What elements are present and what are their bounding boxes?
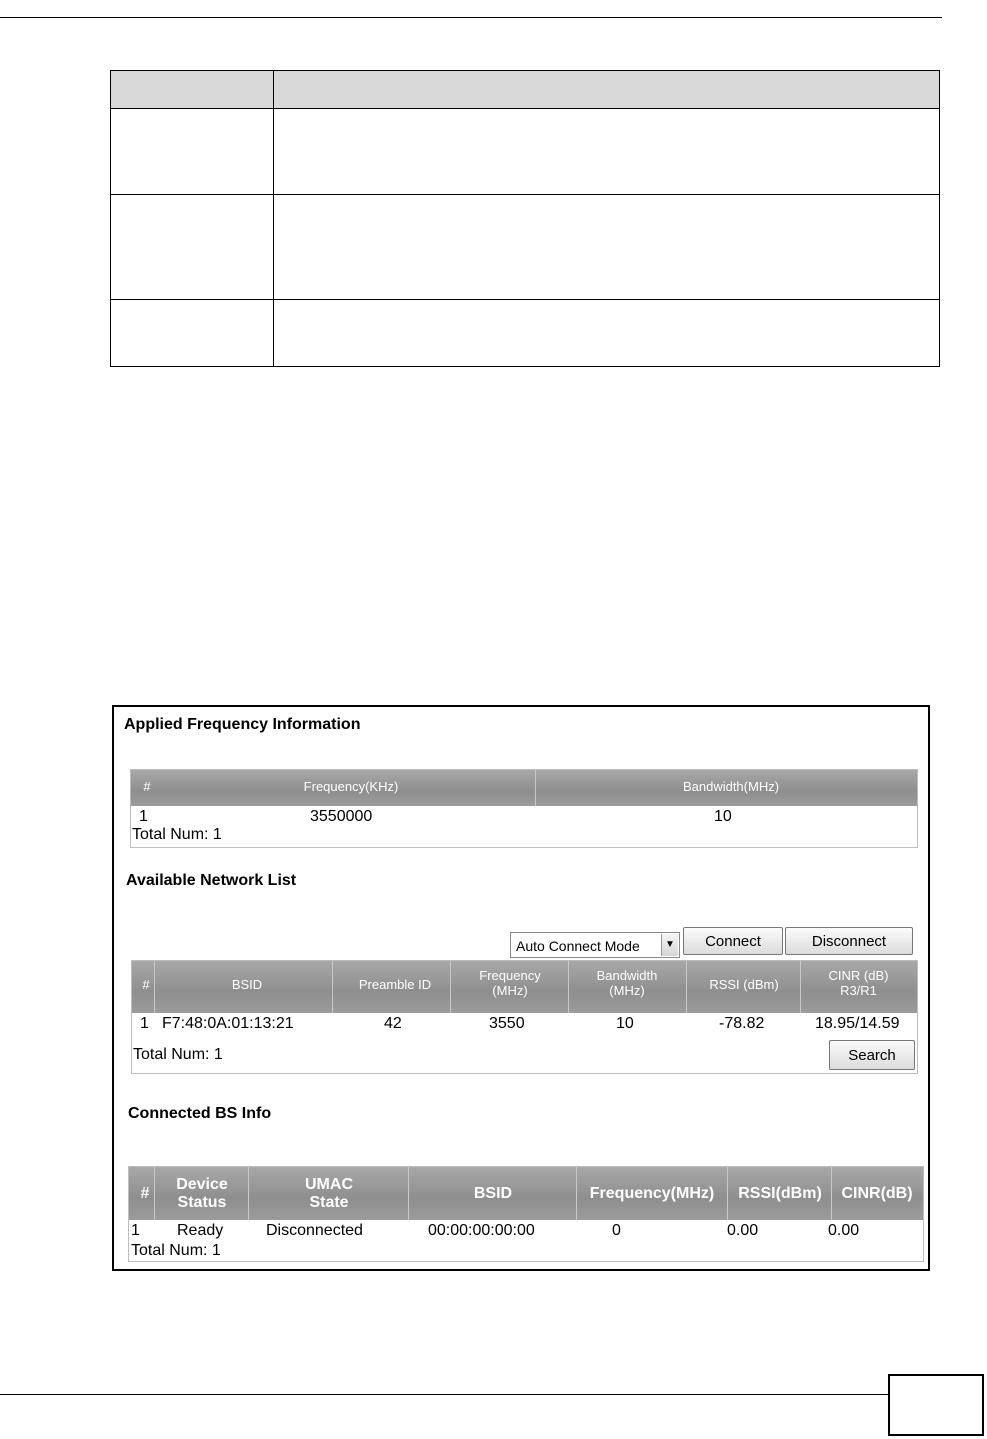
cell-frequency: 3550000: [310, 808, 373, 825]
col-header-number: #: [143, 779, 151, 794]
top-rule: [0, 17, 942, 18]
wimax-status-screenshot: [112, 705, 930, 1271]
connected-bs-table: [128, 1166, 924, 1262]
col-header-rssi: RSSI(dBm): [738, 1185, 822, 1202]
applied-frequency-title: Applied Frequency Information: [124, 716, 361, 733]
cell-cinr: 18.95/14.59: [815, 1015, 900, 1032]
table-row: [111, 195, 940, 300]
cell-cinr: 0.00: [828, 1222, 860, 1239]
col-header-bandwidth: Bandwidth(MHz): [682, 779, 780, 794]
col-header-cinr: CINR (dB) R3/R1: [828, 968, 889, 998]
col-header-rssi: RSSI (dBm): [709, 977, 779, 992]
page-number-box: [888, 1374, 984, 1436]
cell-umac-state: Disconnected: [266, 1222, 363, 1239]
search-button[interactable]: Search: [829, 1040, 915, 1070]
cell-number: 1: [140, 1015, 149, 1032]
connect-mode-select[interactable]: [510, 932, 680, 958]
footer-rule: [0, 1394, 888, 1395]
table-header-row: [111, 71, 940, 109]
col-header-frequency: Frequency(MHz): [589, 1185, 715, 1202]
chevron-down-icon[interactable]: ▼: [661, 934, 678, 956]
total-num: Total Num: 1: [131, 1242, 221, 1259]
cell-bsid: F7:48:0A:01:13:21: [162, 1015, 294, 1032]
cell-device-status: Ready: [177, 1222, 224, 1239]
cell-bandwidth: 10: [714, 808, 732, 825]
disconnect-button[interactable]: Disconnect: [785, 927, 913, 955]
total-num: Total Num: 1: [132, 826, 222, 843]
connect-button[interactable]: Connect: [683, 927, 783, 955]
cell-frequency: 0: [612, 1222, 621, 1239]
cell-number: 1: [139, 808, 148, 825]
cell-preamble-id: 42: [384, 1015, 402, 1032]
table-row: [111, 300, 940, 367]
cell-rssi: 0.00: [727, 1222, 759, 1239]
col-header-bsid: BSID: [473, 1185, 513, 1202]
total-num: Total Num: 1: [133, 1046, 223, 1063]
cell-number: 1: [131, 1222, 140, 1239]
connected-bs-title: Connected BS Info: [128, 1105, 272, 1122]
cell-frequency: 3550: [489, 1015, 525, 1032]
cell-rssi: -78.82: [719, 1015, 765, 1032]
available-network-title: Available Network List: [126, 872, 297, 889]
col-header-number: #: [140, 1185, 150, 1202]
col-header-umac-state: UMAC State: [305, 1176, 353, 1212]
cell-bandwidth: 10: [616, 1015, 634, 1032]
col-header-frequency: Frequency (MHz): [479, 968, 541, 998]
col-header-cinr: CINR(dB): [841, 1185, 913, 1202]
col-header-number: #: [142, 977, 150, 992]
available-network-table: [131, 960, 918, 1074]
table-header: [131, 770, 917, 806]
table-header: [132, 961, 917, 1013]
col-header-bandwidth: Bandwidth (MHz): [596, 968, 658, 998]
connect-mode-value: Auto Connect Mode: [516, 938, 640, 954]
description-table: [110, 70, 940, 367]
col-header-preamble-id: Preamble ID: [358, 977, 432, 992]
cell-bsid: 00:00:00:00:00: [428, 1222, 535, 1239]
col-header-frequency: Frequency(KHz): [303, 779, 399, 794]
applied-frequency-table: [130, 769, 918, 848]
col-header-device-status: Device Status: [176, 1176, 228, 1212]
table-header: [129, 1167, 923, 1220]
table-row: [111, 109, 940, 195]
col-header-bsid: BSID: [231, 977, 263, 992]
